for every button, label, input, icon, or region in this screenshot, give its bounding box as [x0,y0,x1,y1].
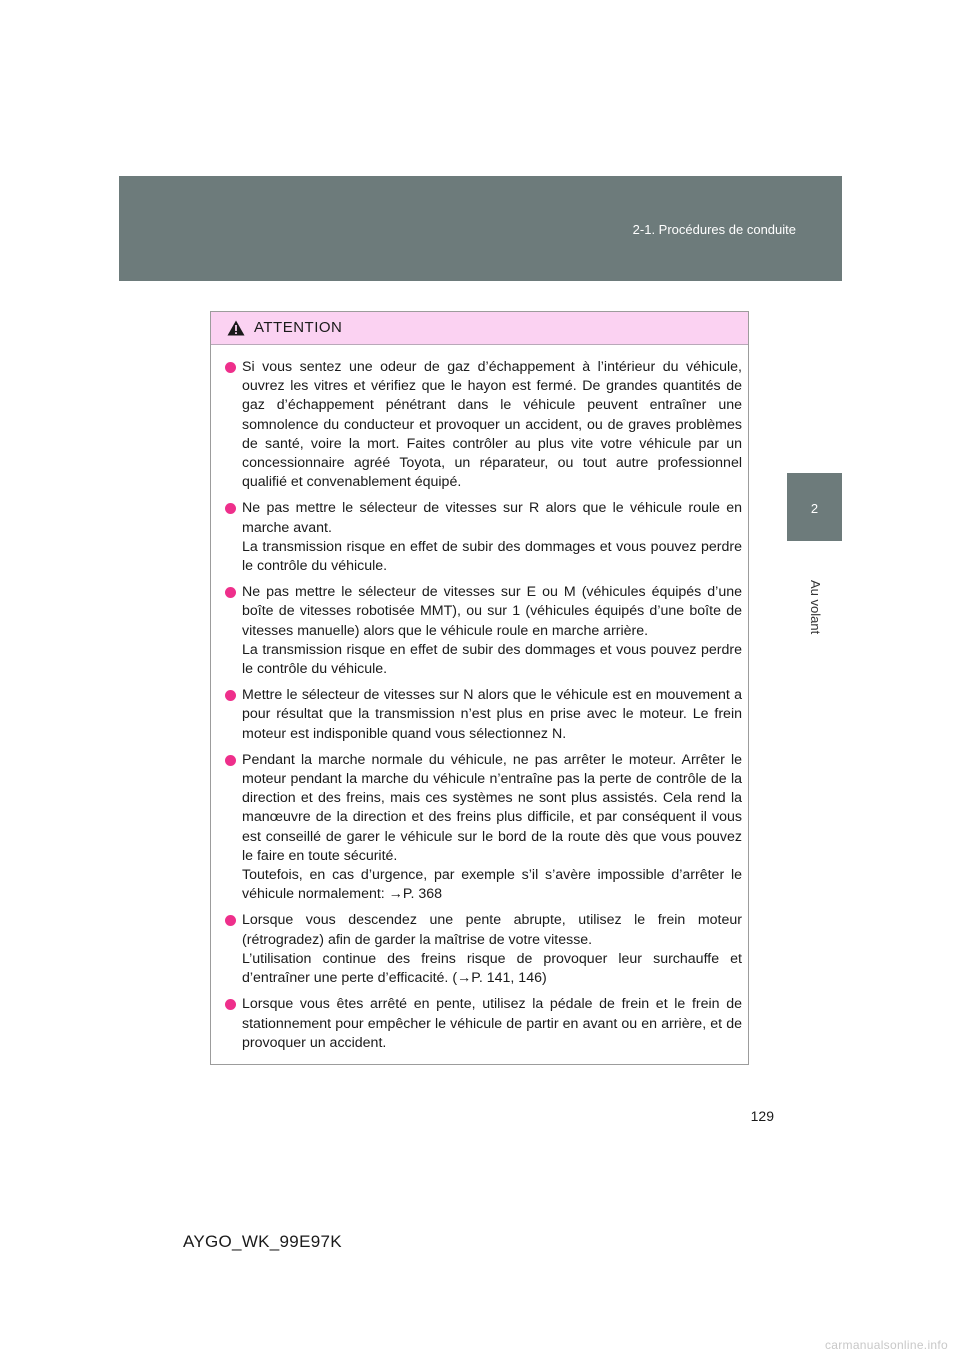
warning-item [225,686,742,744]
warning-paragraph: Lorsque vous descendez une pente abrupte, utilisez le frein moteur (rétrogradez) afin de garder la maîtrise de votre vitesse. [242,912,742,948]
warning-list [211,345,748,1053]
document-code: AYGO_WK_99E97K [183,1232,342,1251]
section-title: 2-1. Procédures de conduite [632,222,796,237]
bullet-dot-icon [225,362,236,373]
warning-paragraph: Ne pas mettre le sélecteur de vitesses sur R alors que le véhicule roule en marche avant. [242,500,742,536]
bullet-dot-icon [225,587,236,598]
bullet-dot-icon [225,755,236,766]
warning-box [210,311,749,1065]
warning-paragraph: Mettre le sélecteur de vitesses sur N alors que le véhicule est en mouvement a pour résultat que la transmission n’est plus en prise avec le moteur. Le frein moteur est indisponible quand vous sélectionnez N. [242,687,742,742]
warning-item [225,751,742,905]
bullet-dot-icon [225,915,236,926]
bullet-dot-icon [225,690,236,701]
warning-header [211,312,748,345]
chapter-side-tab [787,473,842,541]
warning-item [225,499,742,576]
warning-item [225,583,742,679]
warning-paragraph: L’utilisation continue des freins risque de provoquer leur surchauffe et d’entraîner une perte d’efficacité. (→P. 141, 146) [242,950,742,987]
warning-paragraph: Pendant la marche normale du véhicule, ne pas arrêter le moteur. Arrêter le moteur pendant la marche du véhicule n’entraîne pas la perte de contrôle de la direction et des freins, mais ces systèmes ne sont plus assistés. Cela rend la manœuvre de la direction et des freins plus difficile, et par conséquent il vous est conseillé de garer le véhicule sur le bord de la route dès que vous pouvez le faire en toute sécurité. [242,751,742,864]
warning-triangle-icon [227,320,245,336]
warning-title: ATTENTION [254,319,343,336]
chapter-number: 2 [810,501,819,516]
warning-paragraph: Toutefois, en cas d’urgence, par exemple s’il s’avère impossible d’arrêter le véhicule normalement: →P. 368 [242,867,742,903]
warning-paragraph: Lorsque vous êtes arrêté en pente, utilisez la pédale de frein et le frein de stationnement pour empêcher le véhicule de partir en avant ou en arrière, et de provoquer un accident. [242,996,742,1051]
warning-paragraph: La transmission risque en effet de subir des dommages et vous pouvez perdre le contrôle du véhicule. [242,641,742,678]
bullet-dot-icon [225,999,236,1010]
chapter-side-label-text: Au volant [808,580,823,635]
warning-item [225,911,742,988]
warning-item [225,358,742,492]
warning-paragraph: Ne pas mettre le sélecteur de vitesses sur E ou M (véhicules équipés d’une boîte de vitesses robotisée MMT), ou sur 1 (véhicules équipés d’une boîte de vitesses manuelle) alors que le véhicule roule en marche arrière. [242,584,742,639]
warning-item [225,995,742,1053]
watermark: carmanualsonline.info [824,1338,948,1352]
warning-paragraph: Si vous sentez une odeur de gaz d’échappement à l’intérieur du véhicule, ouvrez les vitres et vérifiez que le hayon est fermé. De grandes quantités de gaz d’échappement pénétrant dans le véhicule peuvent entraîner une somnolence du conducteur et provoquer un accident, ou de graves problèmes de santé, voire la mort. Faites contrôler au plus vite votre véhicule par un concessionnaire agréé Toyota, un réparateur, ou tout autre professionnel qualifié et convenablement équipé. [242,359,742,491]
bullet-dot-icon [225,503,236,514]
chapter-header-band [119,176,842,281]
page-number: 129 [750,1108,774,1124]
warning-paragraph: La transmission risque en effet de subir des dommages et vous pouvez perdre le contrôle du véhicule. [242,538,742,575]
